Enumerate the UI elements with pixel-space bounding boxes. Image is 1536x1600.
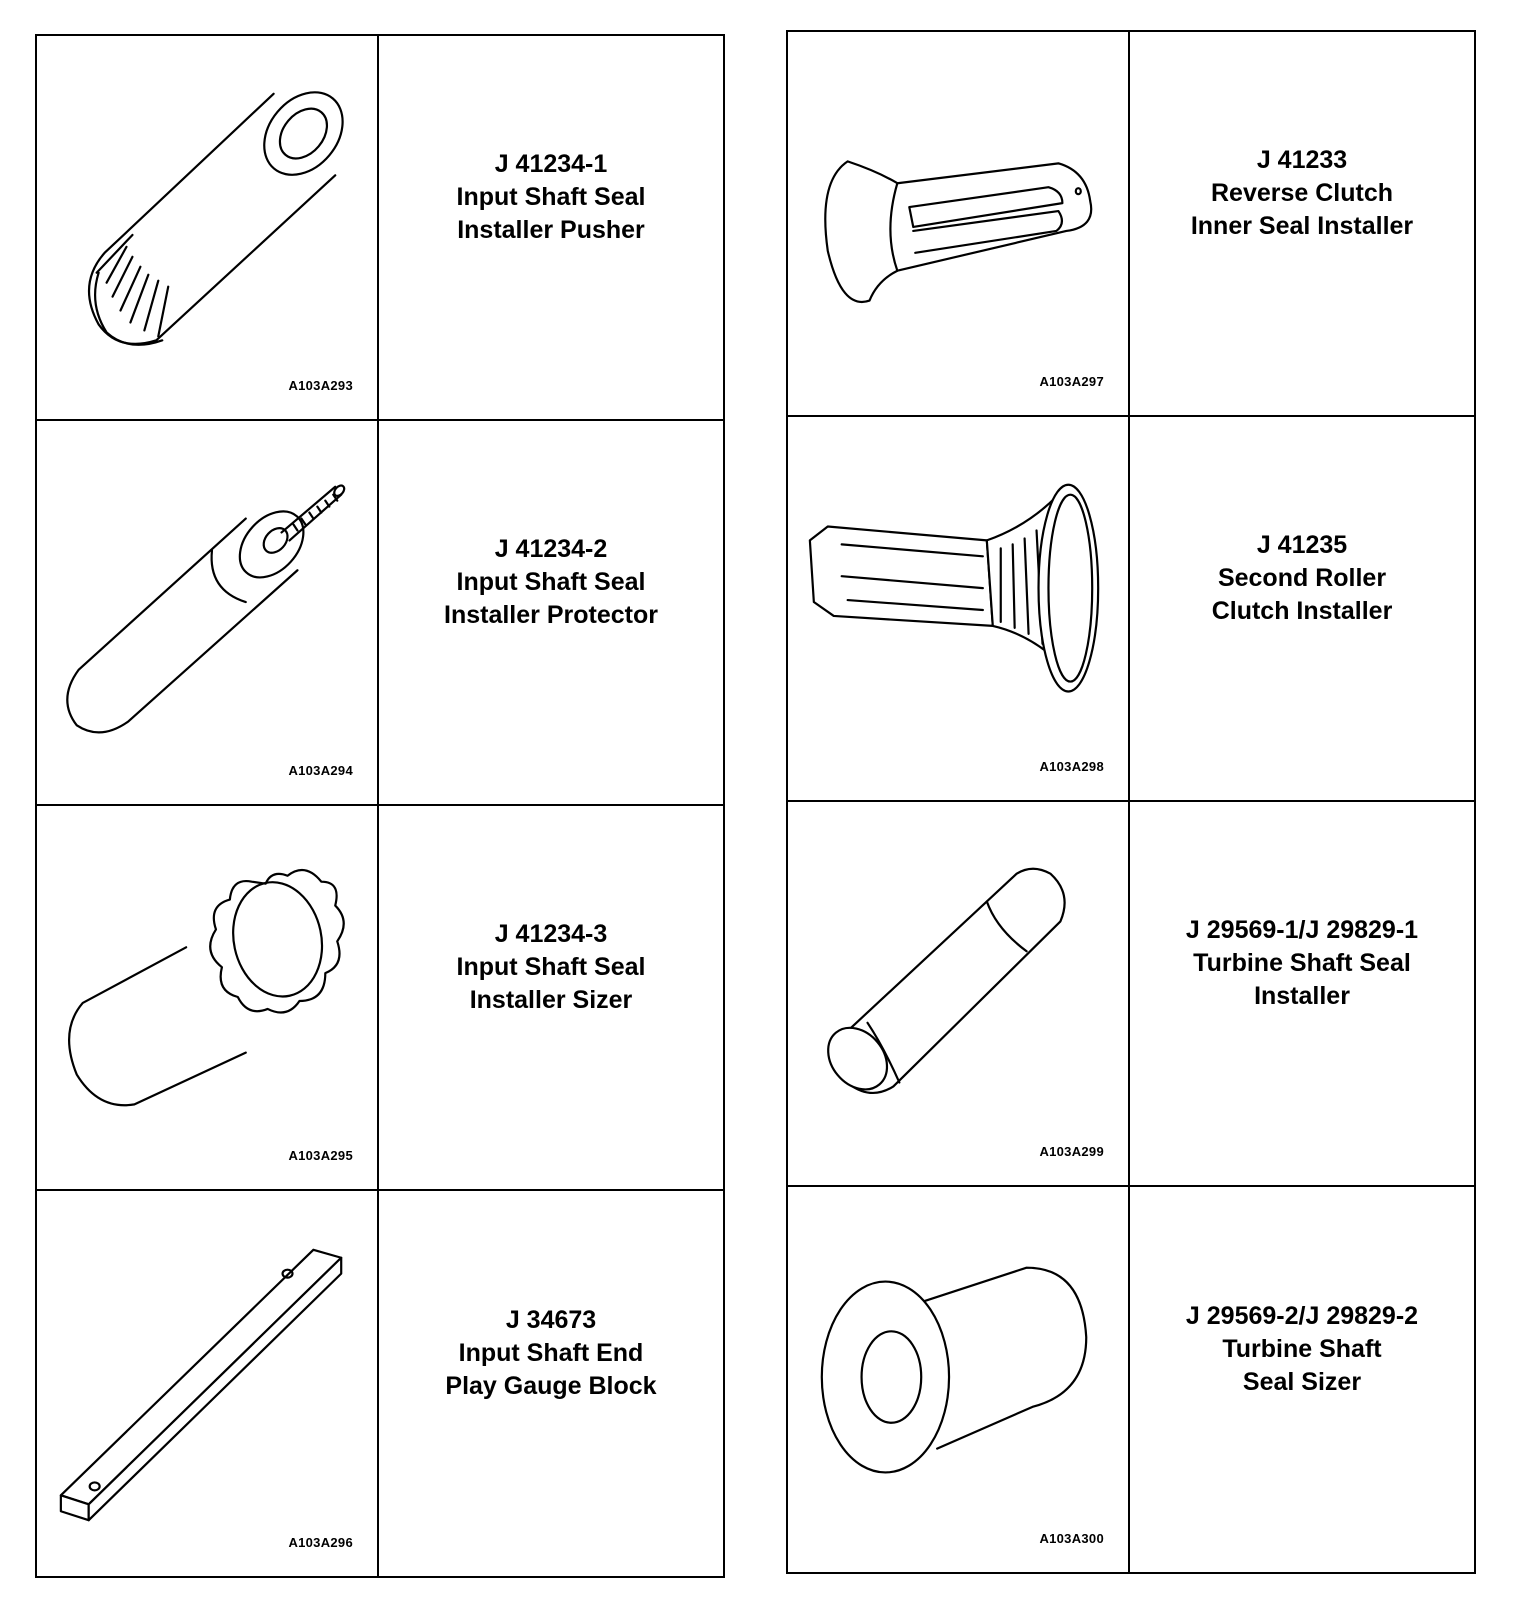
tool-name-line2: Installer bbox=[1254, 982, 1350, 1010]
tool-row bbox=[788, 417, 1474, 802]
figure-id: A103A293 bbox=[288, 378, 353, 393]
tool-number: J 41235 bbox=[1256, 531, 1348, 559]
tool-illustration-cell bbox=[788, 417, 1130, 800]
tool-name-line1: Input Shaft End bbox=[458, 1339, 644, 1367]
seal-protector-icon bbox=[37, 421, 377, 804]
tool-description bbox=[1130, 802, 1474, 1185]
tool-row bbox=[37, 36, 723, 421]
seal-pusher-icon bbox=[37, 36, 377, 419]
tool-number: J 29569-1/J 29829-1 bbox=[1185, 916, 1419, 944]
gauge-block-icon bbox=[37, 1191, 377, 1576]
roller-clutch-installer-icon bbox=[788, 417, 1128, 800]
tool-name-line2: Seal Sizer bbox=[1242, 1368, 1362, 1396]
tool-name-line2: Installer Protector bbox=[444, 601, 658, 629]
tool-illustration-cell bbox=[37, 806, 379, 1189]
reverse-clutch-installer-icon bbox=[788, 32, 1128, 415]
tool-illustration-cell bbox=[37, 1191, 379, 1576]
tool-number: J 41234-2 bbox=[494, 535, 608, 563]
turbine-seal-installer-icon bbox=[788, 802, 1128, 1185]
tool-name-line1: Input Shaft Seal bbox=[456, 568, 646, 596]
tool-name-line2: Installer Sizer bbox=[469, 986, 633, 1014]
tool-name-line1: Reverse Clutch bbox=[1210, 179, 1394, 207]
figure-id: A103A297 bbox=[1039, 374, 1104, 389]
tool-row bbox=[788, 802, 1474, 1187]
tool-name-line2: Clutch Installer bbox=[1211, 597, 1393, 625]
figure-id: A103A294 bbox=[288, 763, 353, 778]
tool-description bbox=[1130, 417, 1474, 800]
tool-row bbox=[37, 1191, 723, 1576]
tool-name-line1: Input Shaft Seal bbox=[456, 953, 646, 981]
seal-sizer-icon bbox=[37, 806, 377, 1189]
tool-description bbox=[379, 421, 723, 804]
tool-row bbox=[37, 806, 723, 1191]
tool-name-line1: Turbine Shaft bbox=[1222, 1335, 1382, 1363]
tool-illustration-cell bbox=[788, 32, 1130, 415]
tool-number: J 34673 bbox=[505, 1306, 597, 1334]
turbine-seal-sizer-icon bbox=[788, 1187, 1128, 1572]
tool-row bbox=[788, 32, 1474, 417]
figure-id: A103A299 bbox=[1039, 1144, 1104, 1159]
figure-id: A103A296 bbox=[288, 1535, 353, 1550]
tool-illustration-cell bbox=[788, 1187, 1130, 1572]
right-tool-table bbox=[786, 30, 1476, 1574]
tool-number: J 41234-3 bbox=[494, 920, 608, 948]
tool-description bbox=[379, 1191, 723, 1576]
figure-id: A103A300 bbox=[1039, 1531, 1104, 1546]
tool-name-line1: Input Shaft Seal bbox=[456, 183, 646, 211]
tool-number: J 29569-2/J 29829-2 bbox=[1185, 1302, 1419, 1330]
tool-name-line1: Turbine Shaft Seal bbox=[1193, 949, 1411, 977]
tool-description bbox=[379, 36, 723, 419]
figure-id: A103A298 bbox=[1039, 759, 1104, 774]
tool-name-line1: Second Roller bbox=[1217, 564, 1387, 592]
tool-name-line2: Installer Pusher bbox=[457, 216, 645, 244]
figure-id: A103A295 bbox=[288, 1148, 353, 1163]
tool-description bbox=[1130, 1187, 1474, 1572]
tool-row bbox=[37, 421, 723, 806]
tool-name-line2: Inner Seal Installer bbox=[1190, 212, 1414, 240]
tool-illustration-cell bbox=[37, 36, 379, 419]
tool-illustration-cell bbox=[788, 802, 1130, 1185]
tool-number: J 41233 bbox=[1256, 146, 1348, 174]
tool-row bbox=[788, 1187, 1474, 1572]
tool-illustration-cell bbox=[37, 421, 379, 804]
tool-number: J 41234-1 bbox=[494, 150, 608, 178]
tool-name-line2: Play Gauge Block bbox=[445, 1372, 657, 1400]
tool-description bbox=[1130, 32, 1474, 415]
tool-description bbox=[379, 806, 723, 1189]
left-tool-table bbox=[35, 34, 725, 1578]
